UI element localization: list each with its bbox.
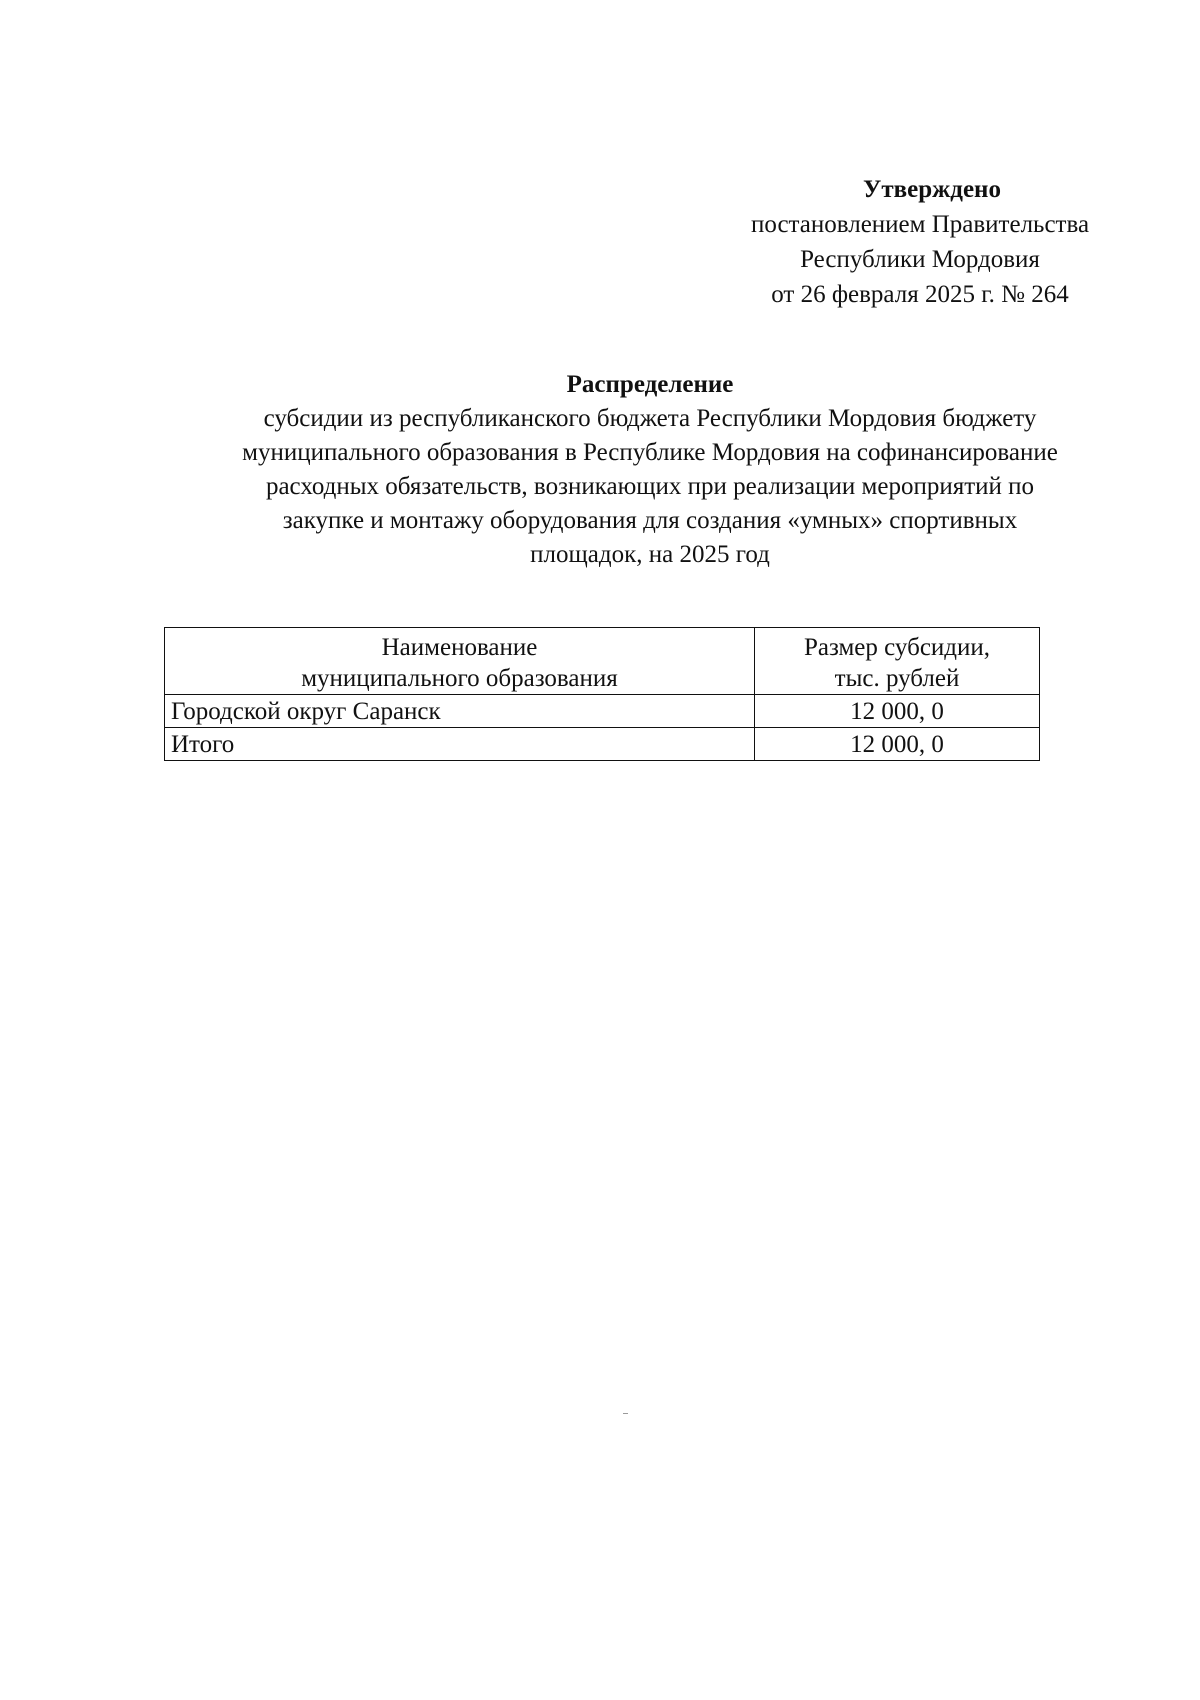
total-amount-cell: 12 000, 0: [755, 728, 1040, 761]
document-subtitle-line: закупке и монтажу оборудования для создания «умных» спортивных: [282, 507, 1018, 534]
document-subtitle-line: субсидии из республиканского бюджета Республики Мордовия бюджету: [263, 405, 1037, 432]
total-label-cell: Итого: [165, 728, 755, 761]
column-header-subsidy-amount: [755, 628, 1040, 695]
column-header-line: Размер субсидии,: [803, 634, 991, 661]
approval-block: [700, 172, 1140, 312]
column-header-municipality: [165, 628, 755, 695]
approval-line-republic: Республики Мордовия: [800, 246, 1040, 273]
approval-line-date-number: от 26 февраля 2025 г. № 264: [771, 281, 1069, 308]
document-title: Распределение: [566, 371, 734, 398]
scan-speck: [623, 1413, 628, 1414]
document-subtitle-line: муниципального образования в Республике Мордовия на софинансирование: [242, 439, 1058, 466]
column-header-line: Наименование: [381, 634, 538, 661]
column-header-line: тыс. рублей: [834, 665, 960, 692]
document-subtitle-line: площадок, на 2025 год: [530, 541, 770, 568]
document-heading: [160, 368, 1140, 572]
subsidy-distribution-table: [164, 627, 1040, 761]
municipality-name-cell: Городской округ Саранск: [165, 695, 755, 728]
column-header-line: муниципального образования: [301, 665, 618, 692]
approval-line-resolution: постановлением Правительства: [750, 211, 1090, 238]
table-row: [165, 695, 1040, 728]
document-subtitle-line: расходных обязательств, возникающих при реализации мероприятий по: [265, 473, 1035, 500]
subsidy-amount-cell: 12 000, 0: [755, 695, 1040, 728]
table-header-row: [165, 628, 1040, 695]
approval-title: Утверждено: [863, 176, 1001, 203]
table-total-row: [165, 728, 1040, 761]
